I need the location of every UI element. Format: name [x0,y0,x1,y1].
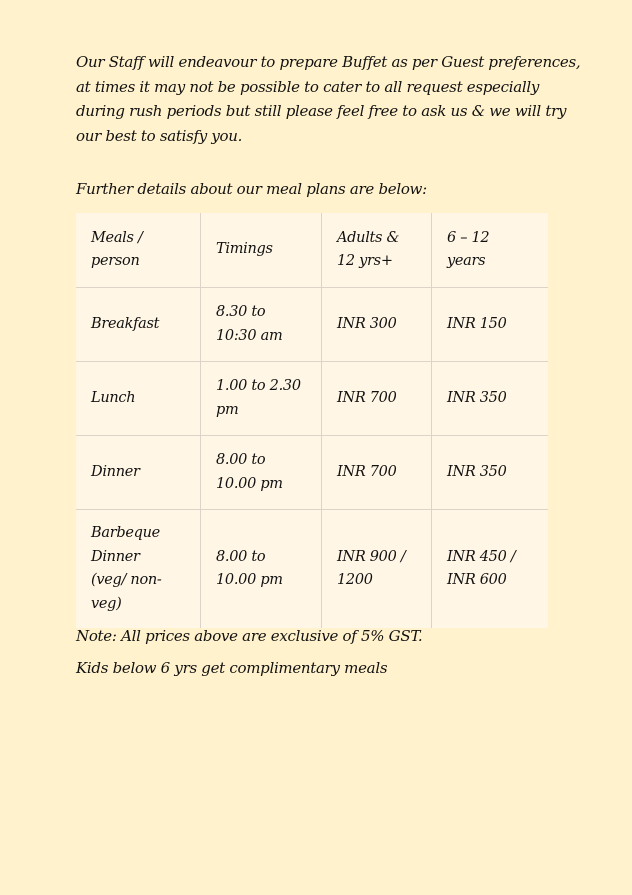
cell-line: INR 350 [447,463,507,480]
timing-cell [201,362,322,436]
header-cell-children [432,213,549,288]
cell-line: 6 – 12 [447,229,490,246]
cell-line: 8.00 to [216,452,266,468]
meal-plan-table [76,213,548,628]
cell-line: INR 700 [337,389,397,406]
cell-line: 10.00 pm [216,475,283,492]
cell-line: INR 900 / [337,548,406,565]
adult-price-cell [322,362,432,436]
child-price-cell [432,436,549,510]
adult-price-cell [322,288,432,362]
cell-line: 1200 [337,572,373,588]
cell-line: 12 yrs+ [337,253,393,269]
cell-line: Lunch [91,389,136,406]
cell-line: (veg/ non- [91,572,162,588]
table-row [76,510,548,629]
cell-line: 10:30 am [216,327,283,344]
cell-line: years [447,253,486,269]
header-cell-meals [76,213,201,288]
meal-cell [76,436,201,510]
cell-line: 8.00 to [216,548,266,565]
kids-note: Kids below 6 yrs get complimentary meals [76,659,388,677]
table-row [76,362,548,436]
child-price-cell [432,510,549,629]
cell-line: INR 450 / [447,548,516,565]
header-cell-timings [201,213,322,288]
cell-line: Adults & [337,229,400,246]
meal-plans-heading: Further details about our meal plans are below: [76,180,427,198]
cell-line: 10.00 pm [216,572,283,588]
child-price-cell [432,288,549,362]
timing-cell [201,510,322,629]
meal-cell [76,362,201,436]
intro-line: at times it may not be possible to cater to all request especially [76,77,540,96]
cell-line: Breakfast [91,315,160,332]
cell-line: person [91,253,140,269]
cell-line: veg) [91,595,122,612]
intro-line: our best to satisfy you. [76,126,243,145]
adult-price-cell [322,436,432,510]
adult-price-cell [322,510,432,629]
intro-line: Our Staff will endeavour to prepare Buffet as per Guest preferences, [76,53,581,71]
intro-line: during rush periods but still please feel free to ask us & we will try [76,102,567,120]
gst-note: Note: All prices above are exclusive of 5% GST. [76,627,423,645]
child-price-cell [432,362,549,436]
cell-line: Timings [216,241,273,258]
cell-line: Dinner [91,463,140,480]
cell-line: INR 600 [447,572,507,588]
header-cell-adults [322,213,432,288]
cell-line: INR 300 [337,315,397,332]
meal-cell [76,510,201,629]
cell-line: INR 350 [447,389,507,406]
cell-line: INR 150 [447,315,507,332]
cell-line: Dinner [91,548,140,565]
cell-line: pm [216,401,239,418]
meal-cell [76,288,201,362]
intro-paragraph [76,50,581,148]
cell-line: 8.30 to [216,304,266,320]
cell-line: INR 700 [337,463,397,480]
table-row [76,436,548,510]
cell-line: 1.00 to 2.30 [216,378,301,394]
table-row [76,288,548,362]
table-header-row [76,213,548,288]
cell-line: Meals / [91,229,143,246]
timing-cell [201,436,322,510]
cell-line: Barbeque [91,525,160,541]
timing-cell [201,288,322,362]
